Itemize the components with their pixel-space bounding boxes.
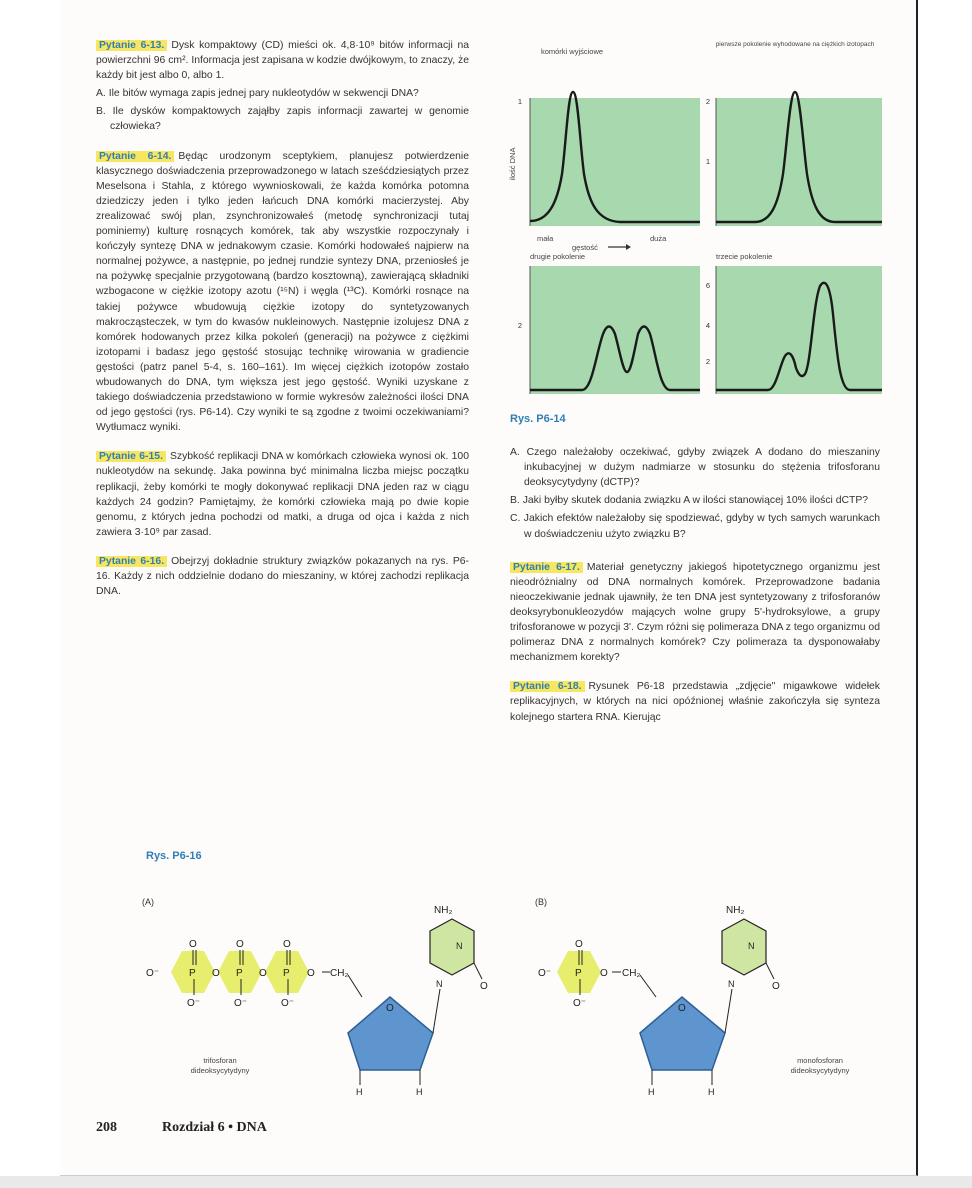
panel-background <box>530 98 700 226</box>
panel-title <box>716 41 875 48</box>
question-6-14 <box>96 149 469 436</box>
atom-o-minus-left: O⁻ <box>146 968 160 979</box>
question-text: Będąc urodzonym sceptykiem, planujesz potwierdzenie klasycznego doświadczenia przeprowadzonego w latach sześćdziesiątych przez Meselsona i Stahla, z którego wywnioskowali, że każda komórka potomna dziedziczy jeden i tylko jeden łańcuch DNA komórki macierzystej. Aby zrealizować swój plan, zsynchronizowałeś (metodę synchronizacji tutaj pominiemy) kulturę rosnących komórek, tak aby wszystkie rozpoczynały i kończyły syntezę DNA w jednakowym czasie. Komórki hodowałeś najpierw na normalnej pożywce, a następnie, po jednej rundzie syntezy DNA, przeniosłeś je na pożywkę specjalnie przygotowaną (bardzo kosztowną), zawierającą składniki wzbogacone w ciężkie izotopy azotu (¹⁵N) i węgla (¹³C). Komórki rosnące na takiej pożywce wbudowują ciężkie izotopy do syntetyzowanych makrocząsteczek, w tym do kwasów nukleinowych. Następnie izolujesz DNA z komórek hodowanych przez kilka pokoleń (generacji) na pożywce z ciężkimi izotopami i badasz jego gęstość stosując technikę wirowania w gradiencie gęstości (patrz panel 5-4, s. 160–161). Im więcej ciężkich izotopów zostało wbudowanych do DNA, tym większa jest jego gęstość. Wyniki uzyskane z takiego doświadczenia przedstawiono w formie wykresów zależności ilości DNA od jego gęstości (rys. P6-14). Czy wyniki te są zgodne z twoimi oczekiwaniami? Wytłumacz wyniki. <box>96 150 470 434</box>
sub-question-a: A. Czego należałoby oczekiwać, gdyby związek A dodano do mieszaniny inkubacyjnej w dużym nadmiarze w stosunku do stężenia trifosforanu deoksycytydyny (dCTP)? <box>510 447 880 489</box>
caption-line-1: monofosforan <box>797 1056 843 1065</box>
structure-a <box>142 897 488 1097</box>
sugar-o: O <box>678 1003 686 1014</box>
bottom-band <box>0 1176 972 1188</box>
y-tick-label: 6 <box>705 281 710 290</box>
question-tag: Pytanie 6-16. <box>96 556 167 567</box>
panel-background <box>530 266 700 394</box>
atom-o-minus-bottom: O⁻ <box>234 998 248 1009</box>
panel-3 <box>518 252 700 394</box>
figure-label-p6-14: Rys. P6-14 <box>510 413 566 425</box>
atom-h: H <box>648 1087 655 1097</box>
atom-ch2: CH₂ <box>622 968 641 979</box>
question-6-17 <box>510 560 880 666</box>
x-label-high: duża <box>650 234 667 243</box>
panel-title: trzecie pokolenie <box>716 252 773 261</box>
y-tick-label: 2 <box>705 97 710 106</box>
page-footer <box>96 1120 267 1136</box>
atom-o-bridge: O <box>212 968 220 979</box>
y-tick-label: 2 <box>705 357 710 366</box>
cytosine-ring <box>430 919 474 975</box>
atom-o-bridge: O <box>600 968 608 979</box>
atom-ch2: CH₂ <box>330 968 349 979</box>
panel-label: (A) <box>142 897 154 907</box>
question-text: Dysk kompaktowy (CD) mieści ok. 4,8·10⁹ bitów informacji na powierzchni 96 cm². Informacja jest zapisana w kodzie dwójkowym, to znaczy, że każdy bit jest albo 0, albo 1. <box>96 40 469 82</box>
question-6-14-subs <box>510 445 880 542</box>
atom-o-minus-bottom: O⁻ <box>187 998 201 1009</box>
question-text: Rysunek P6-18 przedstawia „zdjęcie" migawkowe widełek replikacyjnych, w których na nici opóźnionej właśnie zakończyła się synteza kolejnego startera RNA. Kierując <box>510 681 880 723</box>
atom-p: P <box>189 968 196 979</box>
atom-o-top: O <box>236 939 244 950</box>
right-column <box>510 412 880 739</box>
atom-p: P <box>236 968 243 979</box>
atom-h: H <box>416 1087 423 1097</box>
panel-1 <box>508 47 700 252</box>
panel-title: komórki wyjściowe <box>540 47 604 56</box>
panel-background <box>716 98 882 226</box>
question-tag: Pytanie 6-13. <box>96 40 167 51</box>
y-tick-label: 2 <box>517 321 522 330</box>
sugar-o: O <box>386 1003 394 1014</box>
chapter-title: Rozdział 6 • DNA <box>162 1120 267 1135</box>
atom-n: N <box>456 941 463 951</box>
panel-label: (B) <box>535 897 547 907</box>
panel-4 <box>706 252 882 394</box>
atom-n: N <box>748 941 755 951</box>
sub-question-c: C. Jakich efektów należałoby się spodziewać, gdyby w tych samych warunkach w doświadczeniu użyto związku B? <box>510 513 880 540</box>
atom-o-minus-bottom: O⁻ <box>281 998 295 1009</box>
question-6-15 <box>96 449 469 540</box>
atom-n: N <box>436 979 443 989</box>
y-axis-label: ilość DNA <box>508 147 517 181</box>
atom-nh2: NH₂ <box>726 905 745 916</box>
atom-o-top: O <box>189 939 197 950</box>
atom-nh2: NH₂ <box>434 905 453 916</box>
panel-title: drugie pokolenie <box>530 252 586 261</box>
x-axis-label: gęstość <box>572 243 598 252</box>
question-tag: Pytanie 6-14. <box>96 151 174 162</box>
question-tag: Pytanie 6-17. <box>510 562 583 573</box>
figure-label-p6-16: Rys. P6-16 <box>146 850 202 862</box>
y-tick-label: 1 <box>705 157 710 166</box>
y-tick-label: 4 <box>705 321 710 330</box>
atom-o-minus-bottom: O⁻ <box>573 998 587 1009</box>
question-6-16 <box>96 554 469 599</box>
panel-title-full: pierwsze pokolenie wyhodowane na ciężkich izotopach <box>715 41 875 48</box>
sub-question-a: A. Ile bitów wymaga zapis jednej pary nukleotydów w sekwencji DNA? <box>96 88 419 100</box>
atom-h: H <box>708 1087 715 1097</box>
question-text: Obejrzyj dokładnie struktury związków pokazanych na rys. P6-16. Każdy z nich oddzielnie dodano do mieszaniny, w której zachodzi replikacja DNA. <box>96 555 469 598</box>
question-text: Szybkość replikacji DNA w komórkach człowieka wynosi ok. 100 nukleotydów na sekundę. Jaka powinna być minimalna liczba miejsc początku replikacji, żeby komórki te mogły dokonywać replikacji DNA jeden raz w ciągu każdych 24 godzin? Pamiętajmy, że komórki człowieka mają po dwie kopie genomu, z których jedna pochodzi od matki, a druga od ojca i każda z nich zawiera 3·10⁹ par zasad. <box>96 451 469 538</box>
caption-line-2: dideoksycytydyny <box>790 1066 850 1075</box>
question-tag: Pytanie 6-15. <box>96 451 166 462</box>
x-label-low: mała <box>537 234 554 243</box>
atom-o-top: O <box>575 939 583 950</box>
sub-question-b: B. Jaki byłby skutek dodania związku A w ilości stanowiącej 10% ilości dCTP? <box>510 495 869 507</box>
atom-o-top: O <box>283 939 291 950</box>
atom-n: N <box>728 979 735 989</box>
atom-h: H <box>356 1087 363 1097</box>
figure-p6-14 <box>500 34 890 414</box>
caption-line-1: trifosforan <box>203 1056 237 1065</box>
left-column <box>96 38 469 613</box>
atom-o-bridge: O <box>307 968 315 979</box>
sub-question-b: B. Ile dysków kompaktowych zająłby zapis informacji zawartej w genomie człowieka? <box>96 106 469 133</box>
atom-o: O <box>480 981 488 992</box>
question-text: Materiał genetyczny jakiegoś hipotetycznego organizmu jest nieodróżnialny od DNA normalnych komórek. Przeprowadzone badania nieoczekiwanie jednak ujawniły, że ten DNA jest syntetyzowany z trifosforanów deoksyrybonukleozydów mających wolne grupy 5'-hydroksylowe, a grupy trifosforanowe w pozycji 3'. Czym różni się polimeraza DNA z tego organizmu od polimeraz DNA z normalnych komórek? Czy polimeraza ta dysponowałaby mechanizmem korekty? <box>510 561 881 664</box>
atom-p: P <box>575 968 582 979</box>
panel-2 <box>706 41 882 226</box>
y-tick-label: 1 <box>517 97 522 106</box>
atom-o: O <box>772 981 780 992</box>
page-number: 208 <box>96 1120 117 1135</box>
question-6-18 <box>510 679 880 724</box>
atom-p: P <box>283 968 290 979</box>
question-6-13 <box>96 38 469 135</box>
structure-b <box>535 897 850 1097</box>
atom-o-bridge: O <box>259 968 267 979</box>
question-tag: Pytanie 6-18. <box>510 681 585 692</box>
x-axis-arrowhead <box>626 244 631 250</box>
figure-p6-16 <box>100 885 920 1100</box>
caption-line-2: dideoksycytydyny <box>190 1066 250 1075</box>
cytosine-ring <box>722 919 766 975</box>
atom-o-minus-left: O⁻ <box>538 968 552 979</box>
